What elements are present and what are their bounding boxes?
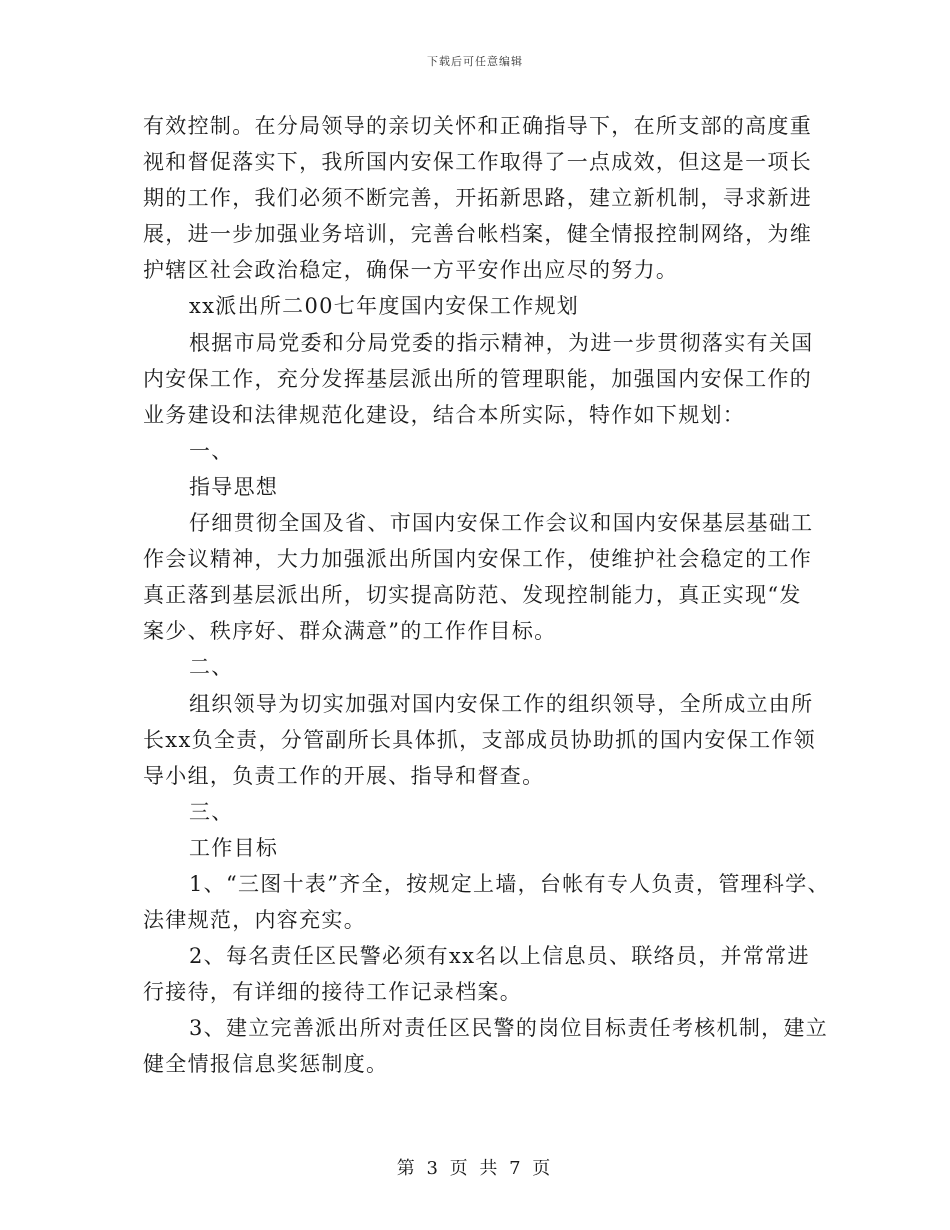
text-line: 期的工作，我们必须不断完善，开拓新思路，建立新机制，寻求新进 — [143, 186, 812, 211]
text-line: 作会议精神，大力加强派出所国内安保工作，使维护社会稳定的工作 — [143, 547, 812, 572]
text-line: 三、 — [189, 799, 234, 824]
text-line: 展，进一步加强业务培训，完善台帐档案，健全情报控制网络，为维 — [143, 222, 812, 247]
text-line: 真正落到基层派出所，切实提高防范、发现控制能力，真正实现“发 — [143, 583, 802, 608]
text-line: 二、 — [189, 655, 234, 680]
text-line: 根据市局党委和分局党委的指示精神，为进一步贯彻落实有关国 — [189, 330, 814, 355]
text-line: 组织领导为切实加强对国内安保工作的组织领导，全所成立由所 — [189, 691, 814, 716]
text-line: 1、“三图十表”齐全，按规定上墙，台帐有专人负责，管理科学、 — [189, 871, 830, 896]
text-line: 法律规范，内容充实。 — [143, 908, 366, 933]
text-line: xx派出所二00七年度国内安保工作规划 — [189, 294, 580, 319]
text-line: 案少、秩序好、群众满意”的工作作目标。 — [143, 619, 557, 644]
text-line: 健全情报信息奖惩制度。 — [143, 1052, 389, 1077]
text-line: 视和督促落实下，我所国内安保工作取得了一点成效，但这是一项长 — [143, 150, 812, 175]
text-line: 行接待，有详细的接待工作记录档案。 — [143, 980, 523, 1005]
document-body — [143, 108, 830, 1083]
text-line: 指导思想 — [189, 474, 279, 499]
text-line: 导小组，负责工作的开展、指导和督查。 — [143, 763, 545, 788]
page-number-footer: 第 3 页 共 7 页 — [396, 1158, 554, 1179]
text-line: 长xx负全责，分管副所长具体抓，支部成员协助抓的国内安保工作领 — [143, 727, 816, 752]
text-line: 2、每名责任区民警必须有xx名以上信息员、联络员，并常常进 — [189, 944, 810, 969]
text-line: 内安保工作，充分发挥基层派出所的管理职能，加强国内安保工作的 — [143, 366, 812, 391]
text-line: 业务建设和法律规范化建设，结合本所实际，特作如下规划： — [143, 402, 746, 427]
text-line: 3、建立完善派出所对责任区民警的岗位目标责任考核机制，建立 — [189, 1016, 829, 1041]
text-line: 仔细贯彻全国及省、市国内安保工作会议和国内安保基层基础工 — [189, 511, 814, 536]
text-line: 护辖区社会政治稳定，确保一方平安作出应尽的努力。 — [143, 258, 679, 283]
text-line: 有效控制。在分局领导的亲切关怀和正确指导下，在所支部的高度重 — [143, 114, 812, 138]
page-header-note: 下载后可任意编辑 — [427, 55, 523, 68]
text-line: 工作目标 — [189, 835, 279, 860]
text-line: 一、 — [189, 438, 234, 463]
